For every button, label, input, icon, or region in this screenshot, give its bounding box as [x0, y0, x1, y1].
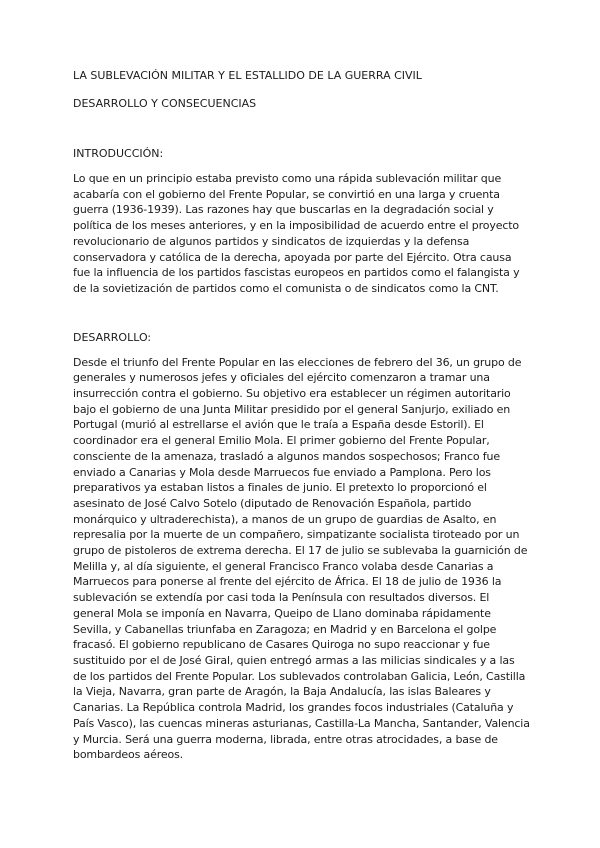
- section-heading-introduction: INTRODUCCIÓN:: [73, 147, 164, 160]
- document-subtitle: DESARROLLO Y CONSECUENCIAS: [73, 97, 257, 110]
- document-page: [73, 68, 531, 763]
- section-body-introduction: Lo que en un principio estaba previsto como una rápida sublevación militar que acabaría con el gobierno del Frente Popular, se convirtió en una larga y cruenta guerra (1936-1939). Las razones hay que buscarlas en la degradación social y política de los meses anteriores, y en la imposibilidad de acuerdo entre el proyecto revolucionario de algunos partidos y sindicatos de izquierdas y la defensa conservadora y católica de la derecha, apoyada por parte del Ejército. Otra causa fue la influencia de los partidos fascistas europeos en partidos como el falangista y de la sovietización de partidos como el comunista o de sindicatos como la CNT.: [73, 172, 520, 295]
- document-title: LA SUBLEVACIÓN MILITAR Y EL ESTALLIDO DE LA GUERRA CIVIL: [73, 69, 422, 82]
- section-heading-desarrollo: DESARROLLO:: [73, 330, 152, 344]
- section-body-desarrollo: Desde el triunfo del Frente Popular en las elecciones de febrero del 36, un grupo de generales y numerosos jefes y oficiales del ejército comenzaron a tramar una insurrección contra el gobierno. Su objetivo era establecer un régimen autoritario bajo el gobierno de una Junta Militar presidido por el general Sanjurjo, exiliado en Portugal (murió al estrellarse el avión que le traía a España desde Estoril). El coordinador era el general Emilio Mola. El primer gobierno del Frente Popular, consciente de la amenaza, trasladó a algunos mandos sospechosos; Franco fue enviado a Canarias y Mola desde Marruecos fue enviado a Pamplona. Pero los preparativos ya estaban listos a finales de junio. El pretexto lo proporcionó el asesinato de José Calvo Sotelo (diputado de Renovación Española, partido monárquico y ultraderechista), a manos de un grupo de guardias de Asalto, en represalia por la muerte de un compañero, simpatizante socialista tiroteado por un grupo de pistoleros de extrema derecha. El 17 de julio se sublevaba la guarnición de Melilla y, al día siguiente, el general Francisco Franco volaba desde Canarias a Marruecos para ponerse al frente del ejército de África. El 18 de julio de 1936 la sublevación se extendía por casi toda la Península con resultados diversos. El general Mola se imponía en Navarra, Queipo de Llano dominaba rápidamente Sevilla, y Cabanellas triunfaba en Zaragoza; en Madrid y en Barcelona el golpe fracasó. El gobierno republicano de Casares Quiroga no supo reaccionar y fue sustituido por el de José Giral, quien entregó armas a las milicias sindicales y a las de los partidos del Frente Popular. Los sublevados controlaban Galicia, León, Castilla la Vieja, Navarra, gran parte de Aragón, la Baja Andalucía, las islas Baleares y Canarias. La República controla Madrid, los grandes focos industriales (Cataluña y País Vasco), las cuencas mineras asturianas, Castilla-La Mancha, Santander, Valencia y Murcia. Será una guerra moderna, librada, entre otras atrocidades, a base de bombardeos aéreos.: [73, 355, 530, 762]
